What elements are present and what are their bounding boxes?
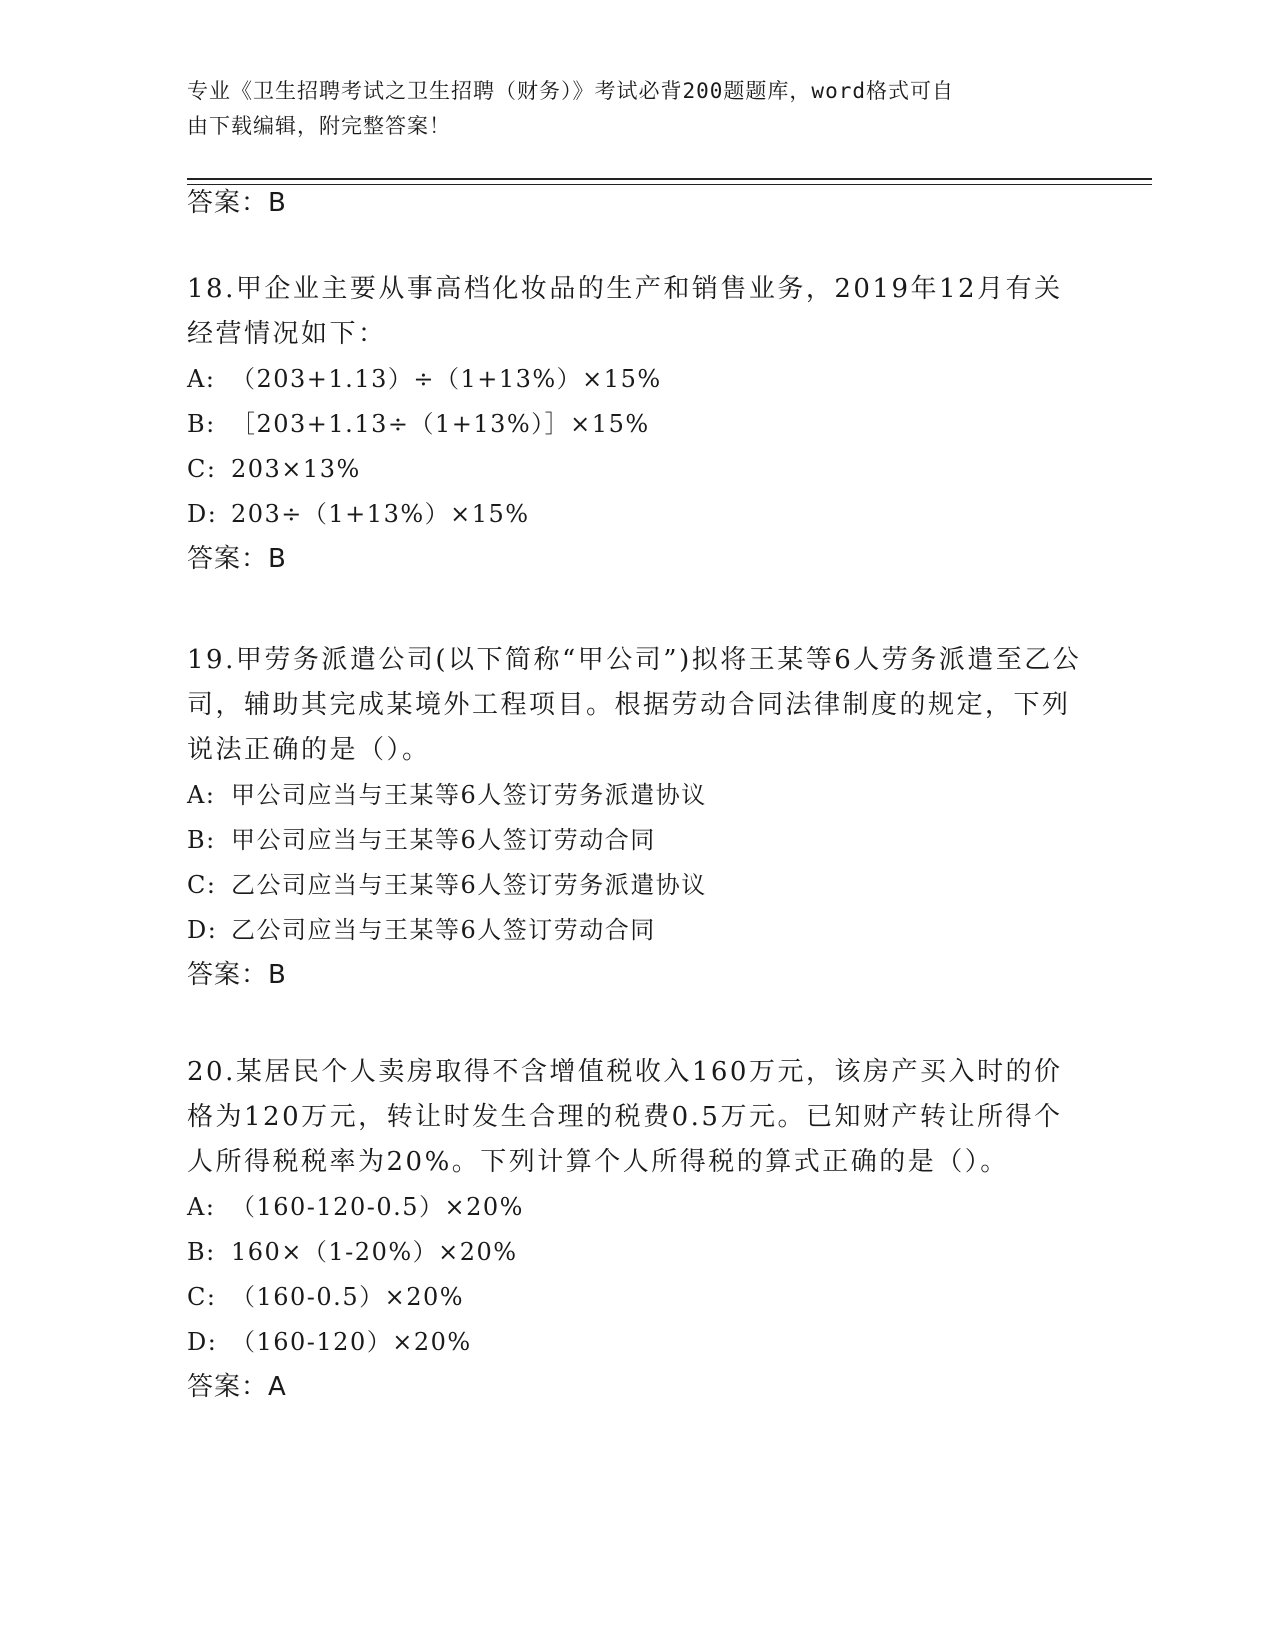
option-text: （160-0.5）×20%	[231, 1283, 465, 1311]
question-answer: 答案：B	[187, 960, 287, 990]
question-20	[187, 1050, 1087, 1410]
option-key: D:	[187, 1328, 218, 1356]
header-line-1: 专业《卫生招聘考试之卫生招聘（财务）》考试必背200题题库，word格式可自	[187, 79, 954, 103]
option-d	[187, 1320, 1087, 1365]
option-b	[187, 1230, 1087, 1275]
header-divider-thick	[187, 178, 1152, 180]
document-header	[187, 74, 1067, 144]
option-d	[187, 492, 1087, 537]
header-divider-thin	[187, 184, 1152, 185]
option-text: 203÷（1+13%）×15%	[231, 500, 530, 528]
option-key: D:	[187, 916, 218, 944]
option-c	[187, 447, 1087, 492]
previous-question-answer: 答案：B	[187, 188, 287, 218]
question-answer: 答案：B	[187, 544, 287, 574]
option-text: 乙公司应当与王某等6人签订劳务派遣协议	[231, 871, 707, 899]
option-b	[187, 402, 1087, 447]
option-c	[187, 863, 1087, 908]
header-line-2: 由下载编辑，附完整答案！	[187, 114, 451, 138]
option-key: B:	[187, 826, 216, 854]
question-stem: 19.甲劳务派遣公司(以下简称“甲公司”)拟将王某等6人劳务派遣至乙公司，辅助其完成某境外工程项目。根据劳动合同法律制度的规定，下列说法正确的是（）。	[187, 645, 1082, 765]
option-key: D:	[187, 500, 218, 528]
option-key: C:	[187, 455, 217, 483]
option-key: C:	[187, 1283, 217, 1311]
option-text: 203×13%	[231, 455, 361, 483]
option-c	[187, 1275, 1087, 1320]
option-key: A:	[187, 1193, 216, 1221]
option-text: 甲公司应当与王某等6人签订劳务派遣协议	[231, 781, 707, 809]
option-text: （203+1.13）÷（1+13%）×15%	[231, 365, 662, 393]
option-key: B:	[187, 1238, 216, 1266]
option-a	[187, 1185, 1087, 1230]
option-text: 乙公司应当与王某等6人签订劳动合同	[231, 916, 656, 944]
question-stem: 20.某居民个人卖房取得不含增值税收入160万元，该房产买入时的价格为120万元，转让时发生合理的税费0.5万元。已知财产转让所得个人所得税税率为20%。下列计算个人所得税的算式正确的是（）。	[187, 1057, 1063, 1177]
option-key: C:	[187, 871, 217, 899]
option-key: A:	[187, 781, 216, 809]
option-key: A:	[187, 365, 216, 393]
option-text: 160×（1-20%）×20%	[231, 1238, 518, 1266]
option-text: （160-120）×20%	[231, 1328, 472, 1356]
option-a	[187, 357, 1087, 402]
option-b	[187, 818, 1087, 863]
question-19	[187, 638, 1087, 998]
option-text: （160-120-0.5）×20%	[231, 1193, 524, 1221]
option-a	[187, 773, 1087, 818]
question-answer: 答案：A	[187, 1372, 287, 1402]
option-text: ［203+1.13÷（1+13%）］×15%	[231, 410, 650, 438]
question-18	[187, 267, 1087, 582]
question-stem: 18.甲企业主要从事高档化妆品的生产和销售业务，2019年12月有关经营情况如下：	[187, 274, 1063, 349]
option-d	[187, 908, 1087, 953]
option-key: B:	[187, 410, 216, 438]
option-text: 甲公司应当与王某等6人签订劳动合同	[231, 826, 656, 854]
